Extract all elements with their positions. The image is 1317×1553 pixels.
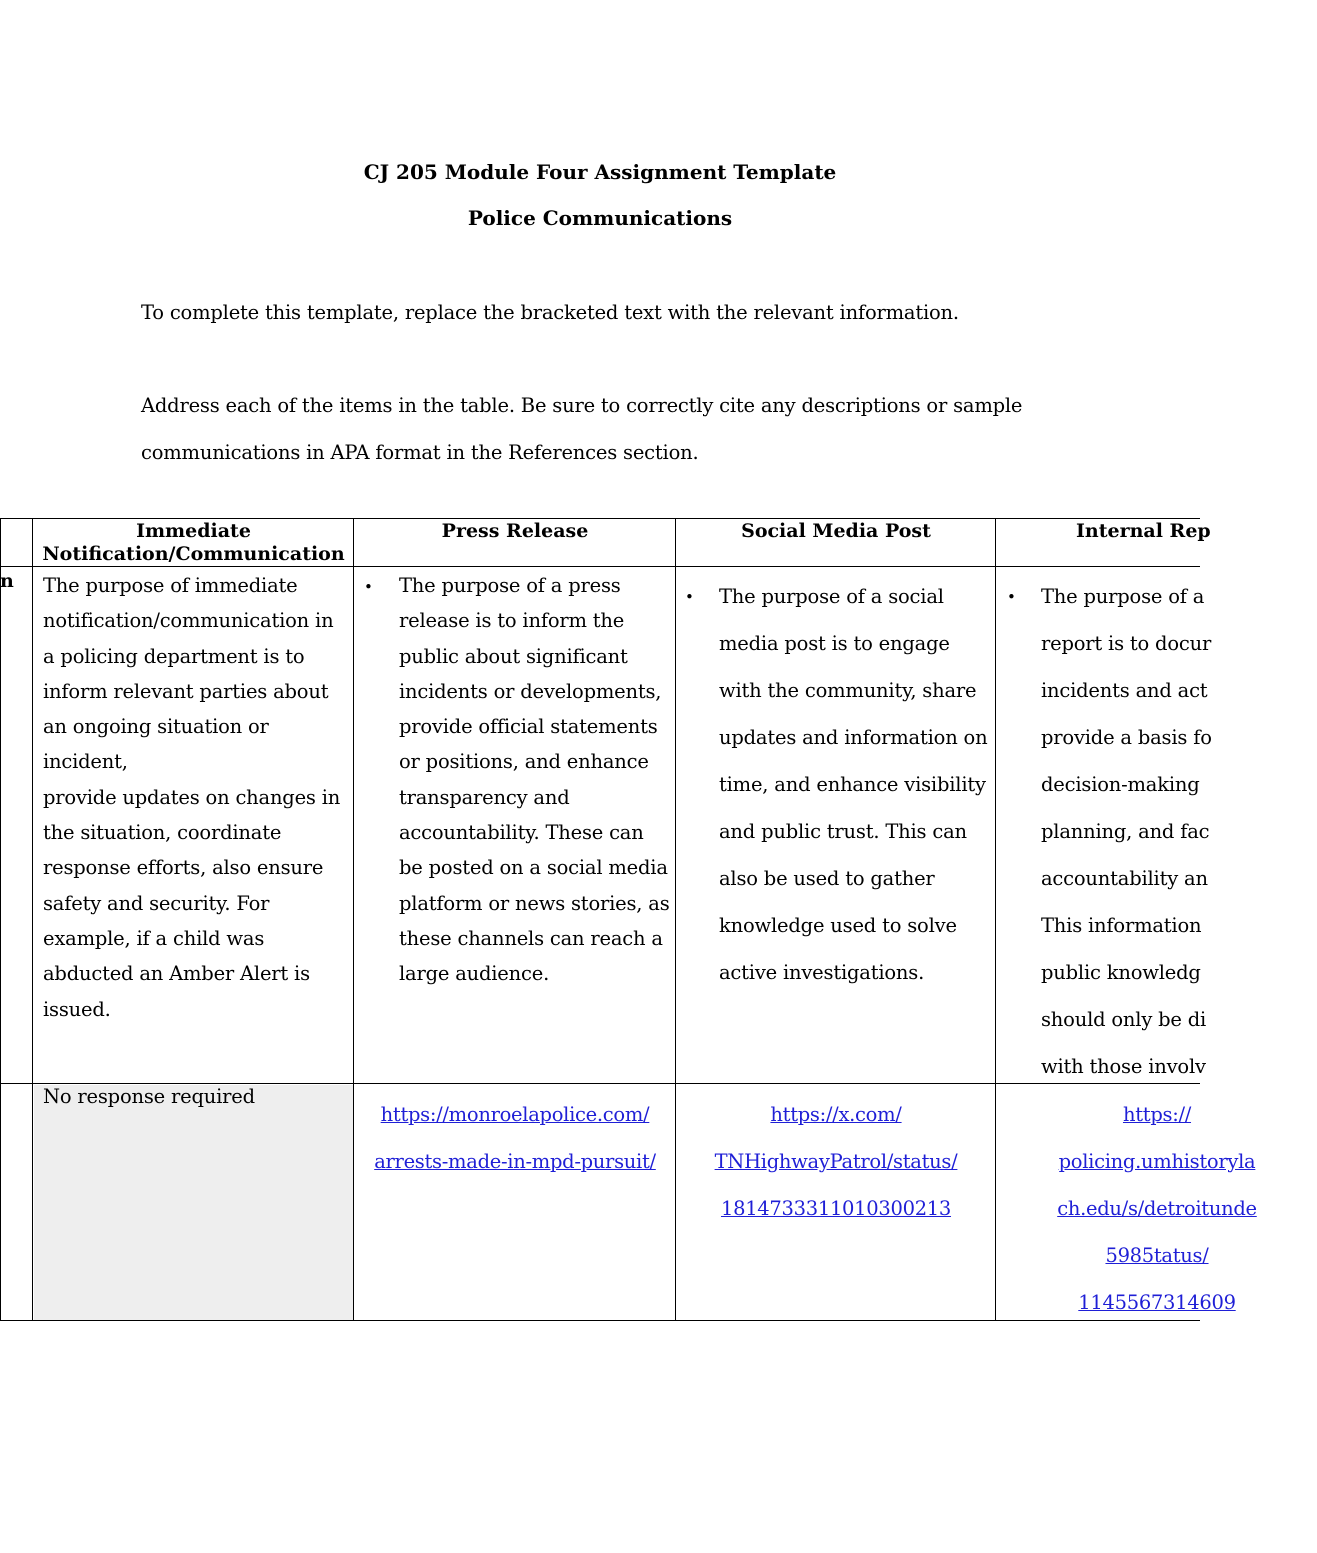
- text-line: provide updates on changes in: [43, 785, 341, 809]
- text-line: time, and enhance visibility: [719, 773, 986, 796]
- table-column-divider: [0, 518, 1, 1321]
- header-press-release: Press Release: [441, 520, 589, 542]
- instruction-paragraph-1: To complete this template, replace the bracketed text with the relevant information.: [141, 301, 959, 324]
- text-line: a policing department is to: [43, 644, 305, 668]
- text-line: platform or news stories, as: [399, 891, 670, 915]
- text-line: incidents or developments,: [399, 679, 662, 703]
- example-social-media-cell[interactable]: [677, 1091, 995, 1232]
- text-line: This information: [1041, 914, 1202, 937]
- text-line: The purpose of immediate: [43, 574, 298, 597]
- text-line: The purpose of a press: [399, 574, 621, 597]
- text-line: accountability an: [1041, 867, 1208, 890]
- text-line: transparency and: [399, 785, 570, 809]
- text-line: abducted an Amber Alert is: [43, 962, 310, 986]
- text-line: be posted on a social media: [399, 856, 668, 880]
- text-line: provide a basis fo: [1041, 726, 1212, 749]
- header-line: Immediate: [136, 520, 251, 542]
- instruction-line: Address each of the items in the table. Be sure to correctly cite any descriptions or sample: [141, 394, 1023, 417]
- internal-report-link-line[interactable]: 5985tatus/: [1105, 1244, 1209, 1267]
- text-line: updates and information on: [719, 726, 988, 749]
- bullet-icon: •: [1007, 588, 1016, 606]
- text-line: public about significant: [399, 644, 628, 668]
- text-line: notification/communication in: [43, 609, 334, 633]
- social-media-link-line[interactable]: 1814733311010300213: [720, 1197, 952, 1220]
- purpose-internal-report-cell: [1041, 573, 1212, 1090]
- text-line: with those involv: [1041, 1055, 1206, 1078]
- text-line: and public trust. This can: [719, 820, 967, 843]
- table-column-divider: [32, 518, 33, 1321]
- header-immediate-notification: [34, 520, 353, 566]
- text-line: large audience.: [399, 962, 550, 986]
- example-immediate-cell: No response required: [43, 1085, 255, 1108]
- internal-report-link-line[interactable]: ch.edu/s/detroitunde: [1057, 1197, 1257, 1220]
- bullet-icon: •: [364, 578, 373, 596]
- row-header-fragment: n: [0, 570, 14, 592]
- text-line: knowledge used to solve: [719, 914, 957, 937]
- text-line: these channels can reach a: [399, 926, 663, 950]
- instruction-line: communications in APA format in the References section.: [141, 441, 699, 464]
- instruction-paragraph-2: [141, 382, 1041, 476]
- text-line: planning, and fac: [1041, 820, 1210, 843]
- text-line: the situation, coordinate: [43, 821, 282, 845]
- shaded-cell: [34, 1085, 353, 1320]
- example-press-release-cell[interactable]: [355, 1091, 675, 1185]
- document-title: CJ 205 Module Four Assignment Template: [363, 160, 837, 184]
- text-line: public knowledg: [1041, 961, 1201, 984]
- text-line: The purpose of a: [1041, 585, 1205, 608]
- text-line: incidents and act: [1041, 679, 1208, 702]
- purpose-social-media-cell: [719, 573, 995, 996]
- text-line: accountability. These can: [399, 821, 644, 845]
- text-line: response efforts, also ensure: [43, 856, 324, 880]
- internal-report-link-line[interactable]: https://: [1122, 1103, 1192, 1126]
- table-column-divider: [675, 518, 676, 1321]
- text-line: release is to inform the: [399, 609, 625, 633]
- text-line: with the community, share: [719, 679, 977, 702]
- social-media-link-line[interactable]: TNHighwayPatrol/status/: [714, 1150, 958, 1173]
- table-column-divider: [995, 518, 996, 1321]
- text-line: decision-making: [1041, 773, 1200, 796]
- header-line: Notification/Communication: [42, 543, 345, 565]
- text-line: an ongoing situation or: [43, 715, 269, 739]
- text-line: The purpose of a social: [719, 585, 944, 608]
- press-release-link-line[interactable]: arrests-made-in-mpd-pursuit/: [374, 1150, 656, 1173]
- text-line: safety and security. For: [43, 891, 270, 915]
- table-border-top: [0, 518, 1200, 519]
- table-row-divider: [0, 566, 1200, 567]
- text-line: issued.: [43, 997, 111, 1021]
- table-column-divider: [353, 518, 354, 1321]
- header-internal-report: Internal Rep: [1076, 520, 1211, 542]
- internal-report-link-line[interactable]: policing.umhistoryla: [1058, 1150, 1256, 1173]
- bullet-icon: •: [685, 588, 694, 606]
- text-line: active investigations.: [719, 961, 925, 984]
- social-media-link-line[interactable]: https://x.com/: [770, 1103, 902, 1126]
- text-line: inform relevant parties about: [43, 679, 329, 703]
- press-release-link-line[interactable]: https://monroelapolice.com/: [380, 1103, 650, 1126]
- internal-report-link-line[interactable]: 1145567314609: [1078, 1291, 1236, 1314]
- text-line: example, if a child was: [43, 926, 265, 950]
- purpose-immediate-cell: [43, 568, 353, 1027]
- header-social-media-post: Social Media Post: [741, 520, 931, 542]
- document-subtitle: Police Communications: [467, 206, 733, 230]
- communications-table: [0, 518, 1257, 1322]
- text-line: also be used to gather: [719, 867, 935, 890]
- text-line: or positions, and enhance: [399, 750, 649, 774]
- text-line: provide official statements: [399, 715, 658, 739]
- text-line: media post is to engage: [719, 632, 950, 655]
- purpose-press-release-cell: [399, 568, 675, 992]
- text-line: incident,: [43, 750, 128, 774]
- text-line: should only be di: [1041, 1008, 1207, 1031]
- example-internal-report-cell[interactable]: [997, 1091, 1317, 1326]
- text-line: report is to docur: [1041, 632, 1212, 655]
